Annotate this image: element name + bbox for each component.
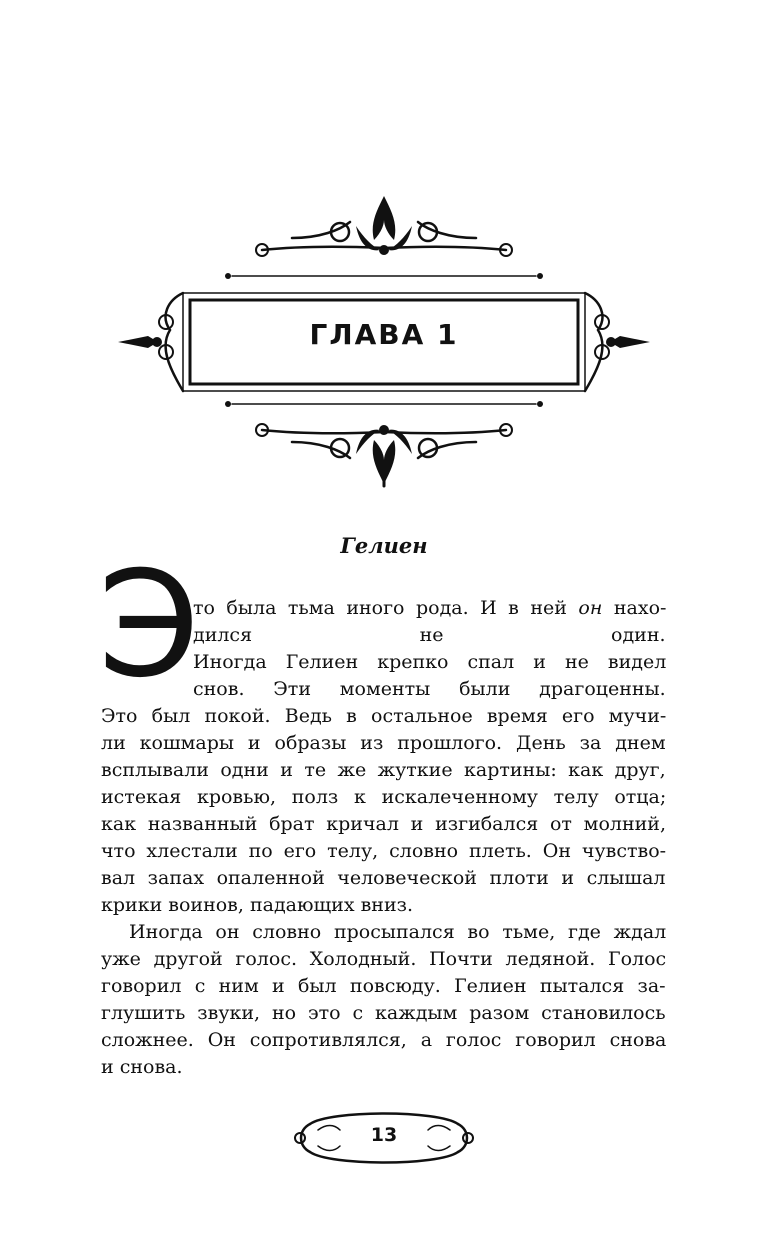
page-number: 13 <box>370 1124 398 1146</box>
text-run: ли кошмары и образы из прошлого. День за днем <box>101 732 666 754</box>
text-run: сложнее. Он сопротивлялся, а голос говорил снова <box>101 1029 667 1051</box>
chapter-title: ГЛАВА 1 <box>309 318 459 351</box>
text-run: крики воинов, падающих вниз. <box>101 894 414 916</box>
text-run: как названный брат кричал и изгибался от молний, <box>101 813 666 835</box>
text-run: Это был покой. Ведь в остальное время его мучи- <box>101 705 667 727</box>
text-run: всплывали одни и те же жуткие картины: как друг, <box>101 759 666 781</box>
emphasis-text: он <box>578 597 603 619</box>
text-run: уже другой голос. Холодный. Почти ледяной. Голос <box>101 948 667 970</box>
text-run: нахо- <box>602 597 667 619</box>
drop-cap: Э <box>98 540 200 710</box>
text-run: и снова. <box>101 1056 183 1078</box>
text-run: говорил с ним и был повсюду. Гелиен пытался за- <box>101 975 666 997</box>
text-run: вал запах опаленной человеческой плоти и слышал <box>101 867 666 889</box>
chapter-subtitle: Гелиен <box>340 533 428 558</box>
text-run: глушить звуки, но это с каждым разом становилось <box>101 1002 666 1024</box>
text-run: снов. Эти моменты были драгоценны. <box>193 678 666 700</box>
text-run: что хлестали по его телу, словно плеть. Он чувство- <box>101 840 667 862</box>
text-run: Иногда Гелиен крепко спал и не видел <box>193 651 667 673</box>
text-run: дился не один. <box>193 624 666 646</box>
text-run: Иногда он словно просыпался во тьме, где ждал <box>129 921 667 943</box>
text-run: истекая кровью, полз к искалеченному телу отца; <box>101 786 667 808</box>
text-run: то была тьма иного рода. И в ней <box>193 597 579 619</box>
